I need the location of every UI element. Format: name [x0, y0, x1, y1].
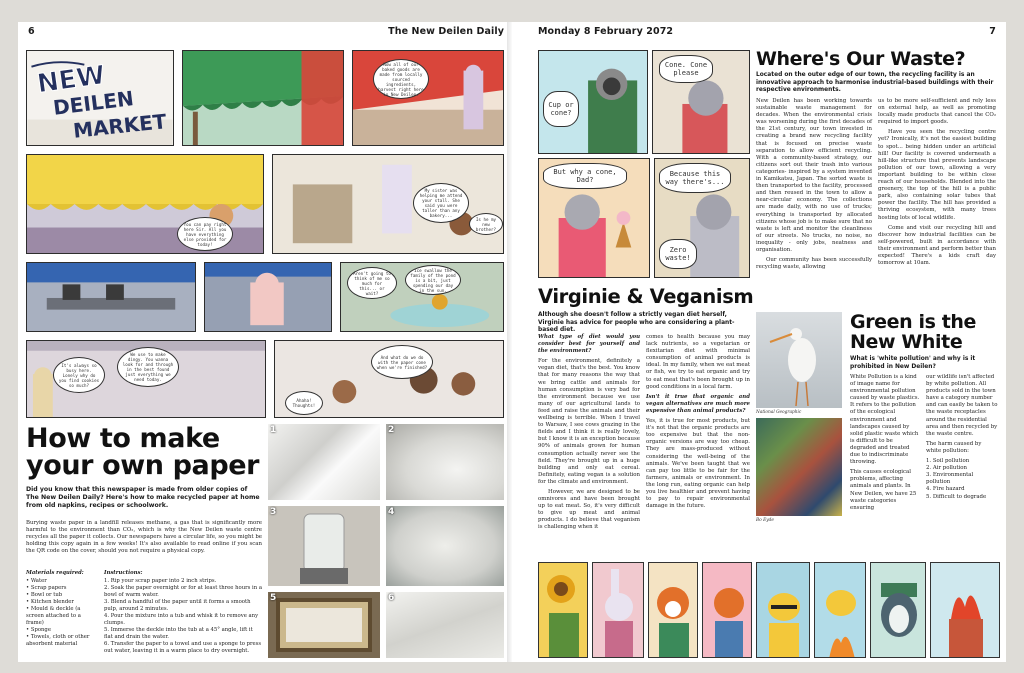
vegan-headline: Virginie & Veganism — [538, 285, 754, 308]
green-standfirst: What is 'white pollution' and why is it prohibited in New Deilen? — [850, 356, 976, 370]
waste-paragraph: Come and visit our recycling hill and discover how industrial facilities can be self-powered, built in accordance with their environment and perform better than expected! There's a kids craft day tomorrow at 10am. — [878, 224, 996, 267]
comic-strip-fox-pink — [702, 562, 752, 658]
materials-heading: Materials required: — [26, 570, 84, 576]
waste-paragraph: Have you seen the recycling centre yet? Ironically, it's not the easiest building to spot... being hidden under an artificial hill! Our facility is covered underneath a hill-like structure that prevents landscape pollution of our town, allowing a very important building to be within close reach of our households. Blended into the greenery, the top of the hill is a public park, also containing solar tubes that power the facility. The hill has provided a thriving ecosystem, with many trees hosting lots of local wildlife. — [878, 129, 996, 221]
comic-bubble-busy: It's always so busy here. Lonely why do you find cookies so much? — [53, 357, 105, 393]
comic-strip-bee-fire — [814, 562, 866, 658]
step-photo-3 — [268, 506, 380, 586]
comic-panel-yellow-stall — [26, 154, 264, 254]
comic-panel-bears — [274, 340, 504, 418]
stork-photo — [756, 312, 842, 408]
material-item: • Kitchen blender — [26, 599, 96, 606]
comic-panel-why-cone — [538, 158, 650, 278]
vegan-standfirst: Although she doesn't follow a strictly vegan diet herself, Virginie has advice for people who are considering a plant-based diet. — [538, 312, 735, 333]
comic-bubble-dingy: We use to make dingy. You wanna look for and through in the best found just everything we need today. — [117, 347, 179, 387]
page-number-right: 7 — [989, 26, 996, 37]
comic-strip-rabbit — [592, 562, 644, 658]
harm-item: 1. Soil pollution — [926, 458, 970, 465]
step-photo-2 — [386, 424, 504, 500]
instruction-step: 6. Transfer the paper to a towel and use a sponge to press out water, leaving it in a warm place to dry overnight. — [104, 641, 262, 654]
comic-panel-blue-stall — [26, 262, 196, 332]
comic-bubble-sister: My sister was helping me attend your stall. She said you were taller than any bakery... — [413, 183, 469, 223]
step-number: 1 — [270, 425, 277, 435]
waste-paragraph: Our community has been successfully recycling waste, allowing — [756, 257, 872, 271]
plastic-waste-photo — [756, 418, 842, 516]
comic-bubble-why-cone: But why a cone, Dad? — [543, 163, 627, 189]
comic-panel-cone-please — [652, 50, 750, 154]
material-item: • Water — [26, 578, 96, 585]
market-comic — [26, 50, 504, 418]
vegan-question: Isn't it true that organic and vegan alternatives are much more expensive than animal products? — [646, 393, 750, 414]
material-item: • Towels, cloth or other absorbent material — [26, 634, 96, 648]
comic-strip-fire-plant — [930, 562, 1000, 658]
comic-bubble-think: Aren't going to think of me so much for this... or wait? — [347, 267, 397, 299]
harm-item: 4. Fire hazard — [926, 486, 965, 493]
comic-bubble-cone: And what do we do with the paper cone when we're finished? — [371, 345, 433, 379]
instruction-step: 4. Pour the mixture into a tub and whisk it to remove any clumps. — [104, 613, 259, 626]
comic-panel-zero-waste — [654, 158, 750, 278]
comic-panel-logo — [26, 50, 174, 146]
comic-panel-rabbit — [272, 154, 504, 254]
market-logo-word3: MARKET — [72, 109, 168, 143]
step-number: 3 — [270, 507, 277, 517]
instructions-heading: Instructions: — [104, 570, 143, 576]
step-number: 4 — [388, 507, 395, 517]
comic-panel-awning-green — [182, 50, 344, 146]
comic-strip-sunflower — [538, 562, 588, 658]
right-page — [512, 22, 1006, 662]
vegan-col2 — [646, 334, 750, 513]
waste-col2 — [878, 98, 996, 270]
comic-panel-market-cat — [26, 340, 266, 418]
comic-bubble-brother: Is he my new brother? — [469, 213, 503, 235]
vegan-paragraph: For the environment, definitely a vegan diet, that's the best. You know that for many reasons the way that we bring cattle and animals for human consumption is very bad for the environment because we use many of our agricultural lands to feed and raise the animals and their wellbeing is terrible. When I travel to Warsaw, I see cows grazing in the fields and I think it is really lovely, but I know it is an exception because 90% of animals grown for human consumption actually never see the field. They're brought up in a huge building and only eat cereal. Definitely, eating vegan is a solution for the climate and environment. — [538, 358, 640, 485]
waste-paragraph: New Deilen has been working towards sustainable waste management for decades. When the environmental crisis was worsening during the first decades of the 21st century, our town invested in creating a brand new recycling facility that is focused on precise waste separation to allow efficient recycling. With a community-based strategy, our citizens sort out their trash into various categories- inspired by a system invented in Kamikatsu, Japan. The sorted waste is then transported to the facility, processed and then reused in the town to allow a near-circular economy. The collections are made daily, with no use of trucks; everything is transported by allocated citizens whose job is to make sure that no waste is left and monitor the cleanliness of our streets. No trucks, no noise, no inequality - only jobs, neatness and organisation. — [756, 98, 872, 253]
step-number: 5 — [270, 593, 277, 603]
comic-panel-awning-red — [352, 50, 504, 146]
material-item: • Mould & deckle (a screen attached to a frame) — [26, 606, 96, 627]
comic-panel-pig — [204, 262, 332, 332]
vegan-paragraph: However, we are designed to be omnivores and have been brought up to eat meat. So, it's very difficult to give up meat and animal products. I do believe that veganism is challenging when it — [538, 488, 640, 531]
waste-paragraph: us to be more self-sufficient and rely less on external help, as well as promoting locally made products that cancel the CO₂ required to import goods. — [878, 98, 996, 126]
harm-item: 2. Air pollution — [926, 465, 967, 472]
step-photo-4 — [386, 506, 504, 586]
material-item: • Scrap papers — [26, 585, 96, 592]
comic-panel-cup-or-cone — [538, 50, 648, 154]
green-col1 — [850, 374, 920, 515]
comic-panel-duck-pond — [340, 262, 504, 332]
step-photo-6 — [386, 592, 504, 658]
step-number: 6 — [388, 593, 395, 603]
green-paragraph: White Pollution is a kind of image name for environmental pollution caused by waste plastics. It refers to the pollution of the ecological environment and landscapes caused by solid plastic waste which is difficult to be degraded and treated due to indiscriminate throwing. — [850, 374, 920, 466]
green-headline-line1: Green is the — [850, 311, 977, 333]
step-photo-5 — [268, 592, 380, 658]
comic-bubble-zero-waste: Zero waste! — [659, 239, 697, 269]
paper-headline-line2: your own paper — [26, 450, 260, 481]
stork-photo-caption: National Geographic — [756, 410, 802, 415]
instruction-step: 1. Rip your scrap paper into 2 inch strips. — [104, 578, 217, 584]
vegan-paragraph: comes to health because you may lack nutrients, so a vegetarian or flexitarian diet with minimal consumption of animal products is ideal. In my family, when we eat meat or fish, we try to eat organic and try to eat meat that's been brought up in good conditions in a local farm. — [646, 334, 750, 390]
instructions-list — [104, 570, 262, 655]
comic-bubble-cup-or-cone: Cup or cone? — [543, 91, 579, 127]
harm-item: 5. Difficult to degrade — [926, 493, 987, 500]
materials-list — [26, 570, 96, 648]
instruction-step: 2. Soak the paper overnight or for at least three hours in a bowl of warm water. — [104, 585, 262, 598]
waste-headline: Where's Our Waste? — [756, 48, 966, 70]
market-logo-word2: DEILEN — [51, 86, 136, 120]
green-col2 — [926, 374, 998, 501]
green-paragraph: our wildlife isn't affected by white pollution. All products sold in the town have a category number and can easily be taken to the waste receptacles around the residential area and then recycled by the waste centre. — [926, 374, 998, 437]
comic-bubble-ahaha: Ahaha! Thoughts! — [285, 391, 323, 415]
comic-bubble-because: Because this way there's... — [659, 163, 731, 193]
vegan-col1 — [538, 334, 640, 535]
comic-bubble-swallow: Ice swallow the family of the pond is a bit, just spending our day in the sun. — [405, 265, 461, 295]
instruction-step: 3. Blend a handful of the paper until it forms a smooth pulp, around 2 minutes. — [104, 599, 251, 612]
vegan-question: What type of diet would you consider best for yourself and the environment? — [538, 334, 640, 355]
step-number: 2 — [388, 425, 395, 435]
comic-strip-bee — [756, 562, 810, 658]
material-item: • Bowl or tub — [26, 592, 96, 599]
comic-bubble-bakery: Now all of our baked goods are made from locally sourced ingredients, harvest right here in New Deilen. — [373, 59, 429, 99]
paper-headline-line1: How to make — [26, 423, 220, 454]
comic-bubble-cone-please: Cone. Cone please — [659, 55, 713, 83]
green-headline-line2: New White — [850, 331, 963, 353]
green-paragraph: This causes ecological problems, affecting animals and plants. In New Deilen, we have 25 waste categories ensuring — [850, 469, 917, 511]
harms-heading: The harm caused by white pollution: — [926, 440, 982, 454]
paper-standfirst: Did you know that this newspaper is made from older copies of The New Deilen Daily? Here's how to make recycled paper at home from old napkins, recipes or schoolwork. — [26, 486, 260, 509]
material-item: • Sponge — [26, 627, 96, 634]
market-logo-word1: NEW — [35, 60, 107, 100]
left-page — [18, 22, 512, 662]
waste-col1 — [756, 98, 872, 274]
harm-item: 3. Environmental pollution — [926, 472, 974, 486]
plastic-photo-caption: Bo Eyde — [756, 518, 774, 523]
paper-intro: Burying waste paper in a landfill releases methane, a gas that is significantly more harmful to the environment than CO₂, which is why the New Deilen waste centre recycles all the paper it collects. Our newspapers have a circular life, so you might be holding this copy again in a few weeks! It's also available to read online if you scan the QR code on the cover, should you not require a physical copy. — [26, 520, 262, 555]
page-number-left: 6 — [28, 26, 35, 37]
comic-bubble-pay: You can pay right here Sir. All you have everything else provided for today! — [177, 217, 233, 251]
waste-standfirst: Located on the outer edge of our town, the recycling facility is an innovative approach to harmonise industrial-based buildings with their respective environments. — [756, 72, 994, 93]
step-photo-1 — [268, 424, 380, 500]
comic-strip-fox — [648, 562, 698, 658]
comic-strip-penguin — [870, 562, 926, 658]
running-date: Monday 8 February 2072 — [538, 26, 674, 37]
running-title: The New Deilen Daily — [388, 26, 504, 37]
instruction-step: 5. Immerse the deckle into the tub at a 45° angle, lift it flat and drain the water. — [104, 627, 253, 640]
vegan-paragraph: Yes, it is true for most products, but it's not that the organic products are too expensive but that the non-organic versions are way too cheap. They are mass-produced without considering the well-being of the animals. We've been taught that we can pay too little to be fair for the farmers, animals or environment. In the long run, eating organic can help you live healthier and prevent having to pay to repair environmental damage in the future. — [646, 418, 750, 510]
